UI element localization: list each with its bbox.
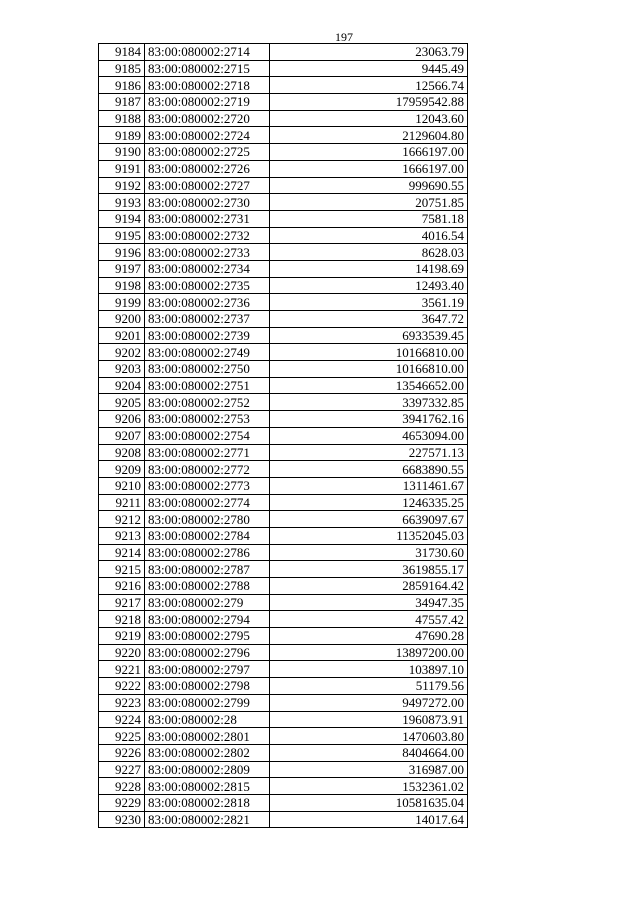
row-number: 9186 <box>99 77 145 94</box>
table-row <box>99 661 468 678</box>
row-number: 9224 <box>99 711 145 728</box>
cadastral-number: 83:00:080002:2815 <box>145 778 270 795</box>
cadastral-value: 1666197.00 <box>270 160 468 177</box>
row-number: 9195 <box>99 227 145 244</box>
row-number: 9215 <box>99 561 145 578</box>
row-number: 9212 <box>99 511 145 528</box>
cadastral-value: 3397332.85 <box>270 394 468 411</box>
table-row <box>99 444 468 461</box>
cadastral-number: 83:00:080002:2821 <box>145 811 270 828</box>
row-number: 9189 <box>99 127 145 144</box>
cadastral-number: 83:00:080002:2788 <box>145 578 270 595</box>
table-row <box>99 427 468 444</box>
cadastral-number: 83:00:080002:2719 <box>145 94 270 111</box>
cadastral-number: 83:00:080002:2730 <box>145 194 270 211</box>
cadastral-number: 83:00:080002:2734 <box>145 260 270 277</box>
row-number: 9200 <box>99 311 145 328</box>
cadastral-number: 83:00:080002:2749 <box>145 344 270 361</box>
table-row <box>99 327 468 344</box>
cadastral-value: 12493.40 <box>270 277 468 294</box>
cadastral-number: 83:00:080002:2731 <box>145 210 270 227</box>
cadastral-value: 1470603.80 <box>270 728 468 745</box>
cadastral-value: 10166810.00 <box>270 344 468 361</box>
row-number: 9202 <box>99 344 145 361</box>
cadastral-value: 2859164.42 <box>270 578 468 595</box>
cadastral-value: 51179.56 <box>270 678 468 695</box>
table-row <box>99 344 468 361</box>
row-number: 9213 <box>99 527 145 544</box>
table-row <box>99 794 468 811</box>
table-row <box>99 60 468 77</box>
cadastral-value: 3941762.16 <box>270 411 468 428</box>
cadastral-number: 83:00:080002:2771 <box>145 444 270 461</box>
cadastral-value: 9497272.00 <box>270 694 468 711</box>
cadastral-number: 83:00:080002:2715 <box>145 60 270 77</box>
cadastral-number: 83:00:080002:2787 <box>145 561 270 578</box>
table-row <box>99 578 468 595</box>
row-number: 9229 <box>99 794 145 811</box>
table-row <box>99 194 468 211</box>
row-number: 9222 <box>99 678 145 695</box>
table-row <box>99 761 468 778</box>
cadastral-number: 83:00:080002:2732 <box>145 227 270 244</box>
cadastral-value: 4653094.00 <box>270 427 468 444</box>
cadastral-number: 83:00:080002:2720 <box>145 110 270 127</box>
row-number: 9193 <box>99 194 145 211</box>
cadastral-number: 83:00:080002:2724 <box>145 127 270 144</box>
row-number: 9185 <box>99 60 145 77</box>
table-row <box>99 244 468 261</box>
row-number: 9214 <box>99 544 145 561</box>
row-number: 9227 <box>99 761 145 778</box>
table-row <box>99 694 468 711</box>
cadastral-value: 23063.79 <box>270 44 468 61</box>
row-number: 9194 <box>99 210 145 227</box>
cadastral-value: 11352045.03 <box>270 527 468 544</box>
table-row <box>99 527 468 544</box>
cadastral-number: 83:00:080002:2735 <box>145 277 270 294</box>
table-row <box>99 177 468 194</box>
row-number: 9205 <box>99 394 145 411</box>
row-number: 9217 <box>99 594 145 611</box>
cadastral-number: 83:00:080002:2794 <box>145 611 270 628</box>
table-row <box>99 377 468 394</box>
cadastral-value: 9445.49 <box>270 60 468 77</box>
cadastral-value: 13546652.00 <box>270 377 468 394</box>
cadastral-value: 316987.00 <box>270 761 468 778</box>
cadastral-number: 83:00:080002:2726 <box>145 160 270 177</box>
cadastral-value: 17959542.88 <box>270 94 468 111</box>
table-row <box>99 511 468 528</box>
table-row <box>99 411 468 428</box>
row-number: 9223 <box>99 694 145 711</box>
row-number: 9210 <box>99 477 145 494</box>
cadastral-number: 83:00:080002:279 <box>145 594 270 611</box>
cadastral-number: 83:00:080002:2795 <box>145 628 270 645</box>
cadastral-value: 10166810.00 <box>270 361 468 378</box>
row-number: 9201 <box>99 327 145 344</box>
table-row <box>99 77 468 94</box>
cadastral-number: 83:00:080002:2751 <box>145 377 270 394</box>
cadastral-number: 83:00:080002:2798 <box>145 678 270 695</box>
table-row <box>99 260 468 277</box>
table-row <box>99 361 468 378</box>
row-number: 9191 <box>99 160 145 177</box>
cadastral-value: 6683890.55 <box>270 461 468 478</box>
table-body <box>99 44 468 828</box>
table-row <box>99 127 468 144</box>
row-number: 9206 <box>99 411 145 428</box>
row-number: 9207 <box>99 427 145 444</box>
cadastral-number: 83:00:080002:2739 <box>145 327 270 344</box>
row-number: 9218 <box>99 611 145 628</box>
table-row <box>99 311 468 328</box>
cadastral-number: 83:00:080002:2737 <box>145 311 270 328</box>
cadastral-value: 8404664.00 <box>270 744 468 761</box>
row-number: 9198 <box>99 277 145 294</box>
cadastral-value: 1666197.00 <box>270 144 468 161</box>
cadastral-value: 3619855.17 <box>270 561 468 578</box>
cadastral-number: 83:00:080002:2780 <box>145 511 270 528</box>
cadastral-value: 6639097.67 <box>270 511 468 528</box>
cadastral-number: 83:00:080002:2714 <box>145 44 270 61</box>
row-number: 9209 <box>99 461 145 478</box>
cadastral-number: 83:00:080002:2784 <box>145 527 270 544</box>
cadastral-value: 12043.60 <box>270 110 468 127</box>
table-row <box>99 494 468 511</box>
table-row <box>99 144 468 161</box>
cadastral-value: 1960873.91 <box>270 711 468 728</box>
cadastral-number: 83:00:080002:2773 <box>145 477 270 494</box>
cadastral-value: 31730.60 <box>270 544 468 561</box>
cadastral-value: 3561.19 <box>270 294 468 311</box>
table-row <box>99 561 468 578</box>
cadastral-number: 83:00:080002:2809 <box>145 761 270 778</box>
row-number: 9211 <box>99 494 145 511</box>
table-row <box>99 277 468 294</box>
table-row <box>99 227 468 244</box>
cadastral-number: 83:00:080002:2733 <box>145 244 270 261</box>
cadastral-number: 83:00:080002:2754 <box>145 427 270 444</box>
row-number: 9208 <box>99 444 145 461</box>
table-row <box>99 394 468 411</box>
table-row <box>99 110 468 127</box>
row-number: 9204 <box>99 377 145 394</box>
cadastral-number: 83:00:080002:2725 <box>145 144 270 161</box>
table-row <box>99 94 468 111</box>
cadastral-number: 83:00:080002:28 <box>145 711 270 728</box>
row-number: 9219 <box>99 628 145 645</box>
row-number: 9184 <box>99 44 145 61</box>
row-number: 9192 <box>99 177 145 194</box>
cadastral-value: 1532361.02 <box>270 778 468 795</box>
table-row <box>99 294 468 311</box>
row-number: 9199 <box>99 294 145 311</box>
cadastral-number: 83:00:080002:2802 <box>145 744 270 761</box>
cadastral-number: 83:00:080002:2799 <box>145 694 270 711</box>
row-number: 9203 <box>99 361 145 378</box>
table-row <box>99 44 468 61</box>
cadastral-value: 1246335.25 <box>270 494 468 511</box>
page-number: 197 <box>335 30 353 44</box>
table-row <box>99 160 468 177</box>
table-row <box>99 644 468 661</box>
table-row <box>99 778 468 795</box>
table-row <box>99 477 468 494</box>
cadastral-number: 83:00:080002:2801 <box>145 728 270 745</box>
table-row <box>99 594 468 611</box>
cadastral-number: 83:00:080002:2718 <box>145 77 270 94</box>
cadastral-number: 83:00:080002:2796 <box>145 644 270 661</box>
table-row <box>99 678 468 695</box>
row-number: 9197 <box>99 260 145 277</box>
cadastral-value: 10581635.04 <box>270 794 468 811</box>
cadastral-number: 83:00:080002:2772 <box>145 461 270 478</box>
cadastral-value: 103897.10 <box>270 661 468 678</box>
table-row <box>99 461 468 478</box>
table-row <box>99 628 468 645</box>
row-number: 9187 <box>99 94 145 111</box>
table-row <box>99 744 468 761</box>
cadastral-number: 83:00:080002:2818 <box>145 794 270 811</box>
table-row <box>99 611 468 628</box>
cadastral-value: 7581.18 <box>270 210 468 227</box>
cadastral-value-table <box>98 43 468 828</box>
row-number: 9216 <box>99 578 145 595</box>
table-row <box>99 544 468 561</box>
row-number: 9226 <box>99 744 145 761</box>
cadastral-number: 83:00:080002:2786 <box>145 544 270 561</box>
cadastral-number: 83:00:080002:2736 <box>145 294 270 311</box>
cadastral-number: 83:00:080002:2752 <box>145 394 270 411</box>
cadastral-value: 1311461.67 <box>270 477 468 494</box>
cadastral-value: 2129604.80 <box>270 127 468 144</box>
table-row <box>99 811 468 828</box>
row-number: 9230 <box>99 811 145 828</box>
row-number: 9225 <box>99 728 145 745</box>
row-number: 9220 <box>99 644 145 661</box>
row-number: 9190 <box>99 144 145 161</box>
cadastral-value: 12566.74 <box>270 77 468 94</box>
row-number: 9188 <box>99 110 145 127</box>
cadastral-number: 83:00:080002:2727 <box>145 177 270 194</box>
cadastral-number: 83:00:080002:2797 <box>145 661 270 678</box>
cadastral-value: 34947.35 <box>270 594 468 611</box>
cadastral-value: 4016.54 <box>270 227 468 244</box>
cadastral-value: 3647.72 <box>270 311 468 328</box>
cadastral-value: 6933539.45 <box>270 327 468 344</box>
row-number: 9221 <box>99 661 145 678</box>
cadastral-value: 8628.03 <box>270 244 468 261</box>
cadastral-number: 83:00:080002:2774 <box>145 494 270 511</box>
cadastral-value: 999690.55 <box>270 177 468 194</box>
cadastral-value: 47690.28 <box>270 628 468 645</box>
table-row <box>99 210 468 227</box>
table-row <box>99 728 468 745</box>
row-number: 9196 <box>99 244 145 261</box>
cadastral-value: 20751.85 <box>270 194 468 211</box>
row-number: 9228 <box>99 778 145 795</box>
cadastral-value: 13897200.00 <box>270 644 468 661</box>
cadastral-number: 83:00:080002:2750 <box>145 361 270 378</box>
cadastral-value: 14198.69 <box>270 260 468 277</box>
table-row <box>99 711 468 728</box>
cadastral-value: 47557.42 <box>270 611 468 628</box>
cadastral-number: 83:00:080002:2753 <box>145 411 270 428</box>
cadastral-value: 14017.64 <box>270 811 468 828</box>
cadastral-value: 227571.13 <box>270 444 468 461</box>
